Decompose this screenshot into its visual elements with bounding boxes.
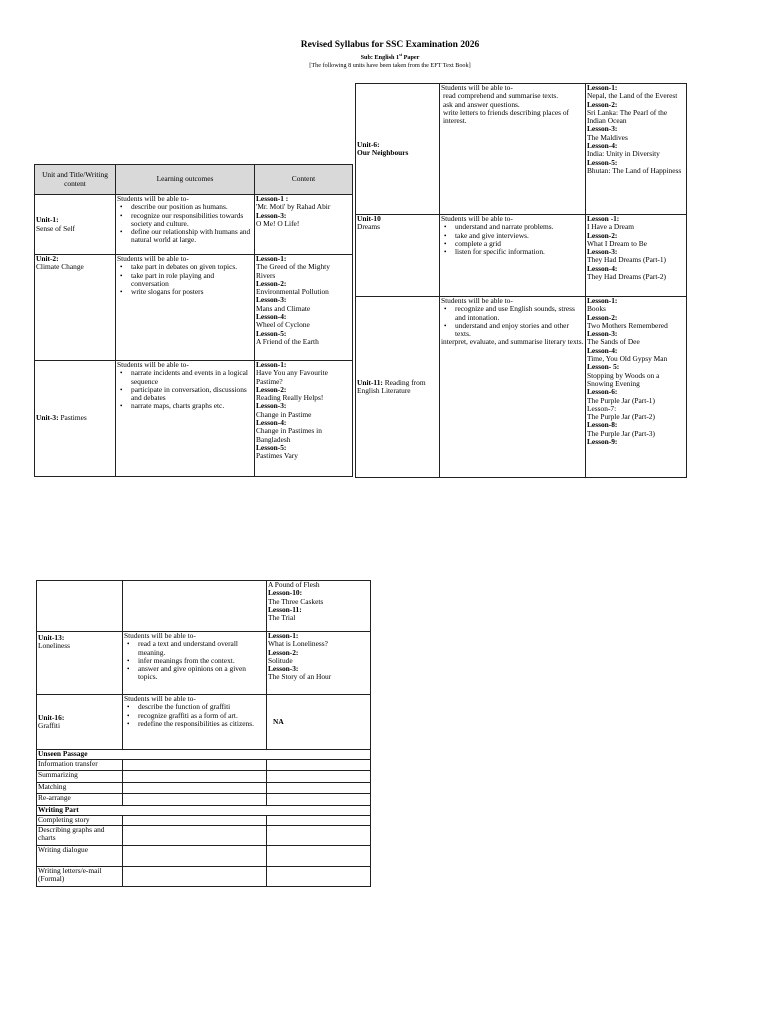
lesson-title: They Had Dreams (Part-1)	[587, 255, 667, 265]
outcome-item: • define our relationship with humans and natural world at large.	[131, 228, 253, 245]
item-label-cell	[37, 783, 123, 794]
content-cell	[586, 297, 687, 478]
lesson-title: The Story of an Hour	[268, 672, 332, 682]
lesson-label: Lesson-5:	[256, 442, 287, 452]
outcome-item: • write slogans for posters	[131, 288, 253, 296]
outcome-item: • understand and enjoy stories and other texts.	[455, 322, 584, 339]
lesson-label: Lesson-2:	[587, 99, 618, 109]
outcomes-list	[441, 92, 584, 125]
outcomes-list	[117, 203, 253, 244]
outcomes-intro: Students will be able to-	[117, 255, 189, 263]
lesson-label: Lesson-9:	[587, 437, 618, 447]
lesson-title: Mans and Climate	[256, 303, 311, 313]
outcome-item: • take part in role playing and conversation	[131, 272, 253, 289]
unseen-passage-heading: Unseen Passage	[37, 750, 371, 760]
empty-cell	[123, 760, 267, 771]
outcome-item: • recognize and use English sounds, stress and intonation.	[455, 305, 584, 322]
unit-cell: Unit-11: Reading from English Literature	[356, 297, 440, 478]
outcomes-intro: Students will be able to-	[117, 195, 189, 203]
syllabus-table-3	[36, 580, 371, 887]
outcome-item: • complete a grid	[455, 240, 584, 248]
syllabus-table-1	[34, 164, 353, 477]
outcome-item: • participate in conversation, discussions and debates	[131, 386, 253, 403]
lesson-label: Lesson-2:	[587, 312, 618, 322]
lesson-label: Lesson-1:	[268, 632, 299, 640]
outcomes-intro: Students will be able to-	[117, 361, 189, 369]
outcomes-intro: Students will be able to-	[124, 632, 196, 640]
outcomes-intro: Students will be able to-	[441, 297, 513, 305]
empty-cell	[267, 816, 371, 826]
outcome-item: • listen for specific information.	[455, 248, 584, 256]
lesson-title: The Trial	[268, 613, 296, 623]
outcome-item: • infer meanings from the context.	[138, 657, 265, 665]
lesson-label: Lesson-4:	[256, 418, 287, 428]
outcome-item: • redefine the responsibilities as citizens.	[138, 720, 265, 728]
outcomes-cell	[116, 195, 255, 255]
empty-cell	[123, 783, 267, 794]
writing-part-heading: Writing Part	[37, 806, 371, 816]
unit-cell: Unit-10 Dreams	[356, 215, 440, 297]
lesson-label: Lesson -1:	[587, 215, 620, 223]
lesson-title: Two Mothers Remembered	[587, 320, 668, 330]
outcome-item: • read comprehend and summarise texts.	[443, 92, 584, 100]
outcomes-list	[124, 640, 265, 681]
lesson-title: Bhutan: The Land of Happiness	[587, 165, 682, 175]
outcomes-cell-empty	[123, 581, 267, 632]
header-content: Content	[255, 165, 353, 195]
empty-cell	[267, 794, 371, 806]
lesson-title: The Three Caskets	[268, 596, 324, 606]
outcome-extra: interpret, evaluate, and summarise literary texts.	[441, 337, 584, 347]
lesson-title: The Maldives	[587, 132, 628, 142]
outcome-item: • answer and give opinions on a given topics.	[138, 665, 265, 682]
header-outcomes: Learning outcomes	[116, 165, 255, 195]
lesson-title: Solitude	[268, 655, 293, 665]
unit-cell: Unit-1: Sense of Self	[35, 195, 116, 255]
outcome-item: • take and give interviews.	[455, 232, 584, 240]
outcomes-cell	[440, 215, 586, 297]
lesson-title: The Greed of the Mighty Rivers	[256, 262, 330, 280]
item-label-cell	[37, 771, 123, 783]
item-label: Information transfer	[38, 760, 98, 768]
lesson-title: Change in Pastime	[256, 409, 312, 419]
syllabus-table-2	[355, 83, 687, 478]
lesson-title: What is Loneliness?	[268, 639, 328, 649]
lesson-label: Lesson-3:	[268, 664, 299, 674]
lesson-title: Have You any Favourite Pastime?	[256, 368, 328, 386]
lesson-label: Lesson-5:	[256, 328, 287, 338]
outcome-item: • describe the function of graffiti	[138, 703, 265, 711]
lesson-label: Lesson-3:	[587, 124, 618, 134]
outcomes-intro: Students will be able to-	[441, 84, 513, 92]
content-cell	[255, 361, 353, 477]
lesson-label: Lesson-2:	[256, 384, 287, 394]
item-label: Writing letters/e-mail (Formal)	[38, 867, 102, 884]
empty-cell	[267, 783, 371, 794]
lesson-label: Lesson-4:	[256, 312, 287, 322]
lesson-label: Lesson-3:	[256, 210, 287, 220]
item-label-cell	[37, 846, 123, 867]
outcomes-intro: Students will be able to-	[124, 695, 196, 703]
lesson-title: What I Dream to Be	[587, 238, 647, 248]
lesson-label: Lesson-3:	[256, 295, 287, 305]
empty-cell	[123, 771, 267, 783]
lesson-label: Lesson-4:	[587, 345, 618, 355]
outcome-item: • recognize our responsibilities towards society and culture.	[131, 212, 253, 229]
lesson-label: Lesson-1:	[256, 361, 287, 369]
empty-cell	[267, 771, 371, 783]
lesson-title: The Purple Jar (Part-1)	[587, 395, 655, 405]
outcomes-cell	[440, 84, 586, 215]
item-label-cell	[37, 826, 123, 846]
unit-cell: Unit-3: Pastimes	[35, 361, 116, 477]
unit-cell: Unit-13: Loneliness	[37, 632, 123, 695]
item-label: Matching	[38, 783, 67, 791]
content-cell	[267, 632, 371, 695]
lesson-title: The Purple Jar (Part-2)	[587, 412, 655, 422]
lesson-title: O Me! O Life!	[256, 218, 300, 228]
outcomes-list	[441, 305, 584, 338]
item-label: Writing dialogue	[38, 846, 88, 854]
lesson-title: I Have a Dream	[587, 222, 634, 232]
empty-cell	[123, 826, 267, 846]
outcome-item: • recognize graffiti as a form of art.	[138, 712, 265, 720]
lesson-label: Lesson-11:	[268, 604, 302, 614]
item-label: Describing graphs and charts	[38, 826, 105, 843]
lesson-title: Reading Really Helps!	[256, 393, 324, 403]
empty-cell	[267, 867, 371, 887]
lesson-label: Lesson-1:	[587, 297, 618, 305]
outcomes-cell	[116, 361, 255, 477]
outcome-item: • narrate maps, charts graphs etc.	[131, 402, 253, 410]
outcomes-cell	[116, 255, 255, 361]
lesson-label: Lesson-4:	[587, 141, 618, 151]
content-cell	[255, 195, 353, 255]
outcomes-cell	[440, 297, 586, 478]
outcomes-list	[124, 703, 265, 728]
lesson-title: Nepal, the Land of the Everest	[587, 91, 678, 101]
empty-cell	[123, 794, 267, 806]
lesson-title: A Friend of the Earth	[256, 336, 319, 346]
lesson-label: Lesson-3:	[587, 247, 618, 257]
lesson-label: Lesson-5:	[587, 157, 618, 167]
lesson-title: 'Mr. Moti' by Rahad Abir	[256, 202, 331, 212]
lesson-title: They Had Dreams (Part-2)	[587, 272, 667, 282]
item-label: Completing story	[38, 816, 90, 824]
content-cell	[255, 255, 353, 361]
content-cell	[267, 581, 371, 632]
content-cell	[586, 84, 687, 215]
outcome-item: • ask and answer questions.	[443, 101, 584, 109]
empty-cell	[123, 867, 267, 887]
outcome-item: • take part in debates on given topics.	[131, 263, 253, 271]
lesson-title: Pastimes Vary	[256, 451, 298, 461]
lesson-label: Lesson-3:	[256, 401, 287, 411]
lesson-label: Lesson-1:	[256, 255, 287, 263]
outcomes-intro: Students will be able to-	[441, 215, 513, 223]
empty-cell	[123, 816, 267, 826]
lesson-title: Stopping by Woods on a Snowing Evening	[587, 370, 660, 388]
outcomes-cell	[123, 632, 267, 695]
lesson-label: Lesson-3:	[587, 329, 618, 339]
lesson-title: Books	[587, 304, 606, 314]
unit-cell: Unit-2: Climate Change	[35, 255, 116, 361]
lesson-label: Lesson-10:	[268, 588, 303, 598]
lesson-label: Lesson-8:	[587, 420, 618, 430]
lesson-label: Lesson-2:	[587, 230, 618, 240]
lesson-title: The Sands of Dee	[587, 337, 640, 347]
unit-cell: Unit-6: Our Neighbours	[356, 84, 440, 215]
outcome-item: • read a text and understand overall meaning.	[138, 640, 265, 657]
lesson-label: Lesson-1:	[587, 84, 618, 92]
lesson-label: Lesson-2:	[268, 647, 299, 657]
item-label-cell	[37, 794, 123, 806]
lesson-title: Time, You Old Gypsy Man	[587, 354, 668, 364]
document-title: Revised Syllabus for SSC Examination 2026	[300, 40, 480, 50]
outcomes-list	[117, 263, 253, 296]
lesson-title: Sri Lanka: The Pearl of the Indian Ocean	[587, 107, 668, 126]
lesson-label: Lesson-1 :	[256, 195, 289, 203]
item-label: Re-arrange	[38, 794, 71, 802]
document-header	[240, 40, 540, 70]
outcome-item: • understand and narrate problems.	[455, 223, 584, 231]
lesson-title: Environmental Pollution	[256, 287, 329, 297]
content-cell: NA	[267, 695, 371, 750]
item-label-cell	[37, 867, 123, 887]
item-label-cell	[37, 760, 123, 771]
empty-cell	[267, 826, 371, 846]
outcome-item: • write letters to friends describing places of interest.	[443, 109, 584, 126]
outcomes-list	[117, 369, 253, 410]
lesson-title: Lesson-7:	[587, 403, 617, 413]
lesson-title: Change in Pastimes in Bangladesh	[256, 426, 322, 444]
content-cell	[586, 215, 687, 297]
header-unit: Unit and Title/Writing content	[35, 165, 116, 195]
lesson-label: Lesson-2:	[256, 278, 287, 288]
outcomes-cell	[123, 695, 267, 750]
lesson-label: Lesson-6:	[587, 387, 618, 397]
unit-cell-empty	[37, 581, 123, 632]
outcomes-list	[441, 223, 584, 256]
source-note: [The following 8 units have been taken from the EFT Text Book]	[309, 62, 471, 70]
outcome-item: • describe our position as humans.	[131, 203, 253, 211]
outcome-item: • narrate incidents and events in a logical sequence	[131, 369, 253, 386]
subject-line: Sub: English 1st Paper	[360, 52, 420, 62]
lesson-label: Lesson- 5:	[587, 362, 620, 372]
lesson-title: A Pound of Flesh	[268, 581, 320, 589]
empty-cell	[267, 846, 371, 867]
lesson-title: Wheel of Cyclone	[256, 320, 310, 330]
item-label: Summarizing	[38, 771, 78, 779]
lesson-title: The Purple Jar (Part-3)	[587, 428, 655, 438]
lesson-title: India: Unity in Diversity	[587, 149, 660, 159]
empty-cell	[267, 760, 371, 771]
unit-cell: Unit-16: Graffiti	[37, 695, 123, 750]
empty-cell	[123, 846, 267, 867]
lesson-label: Lesson-4:	[587, 263, 618, 273]
item-label-cell	[37, 816, 123, 826]
